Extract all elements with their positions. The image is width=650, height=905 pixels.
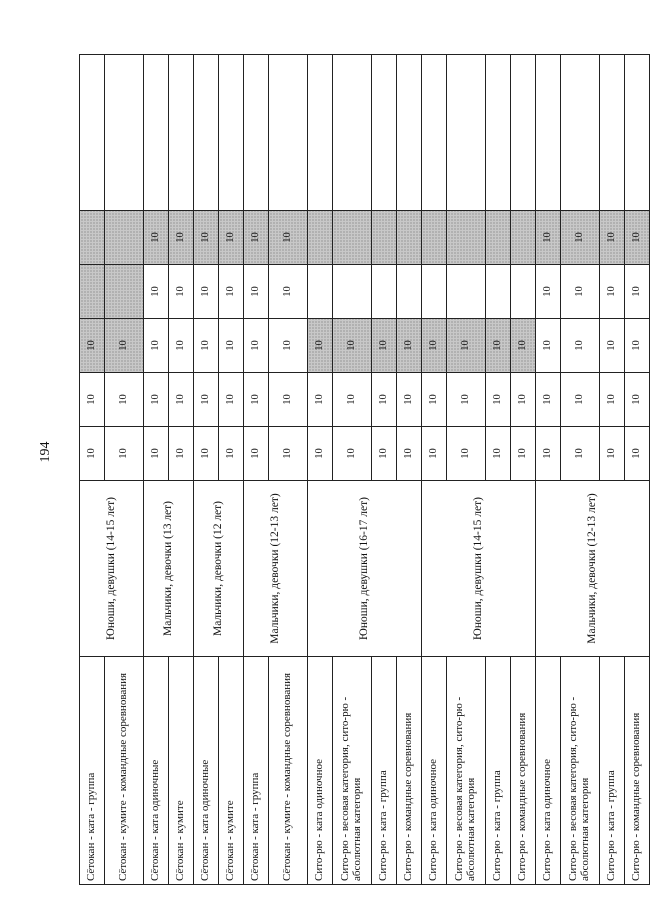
value-cell: 10 [422, 427, 447, 481]
event-cell: Сито-рю - весовая категория, сито-рю - абсолютная категория [447, 657, 486, 885]
age-group-cell: Мальчики, девочки (12 лет) [194, 481, 244, 657]
age-group-cell: Мальчики, девочки (13 лет) [144, 481, 194, 657]
event-cell: Сётокан - кумите [169, 657, 194, 885]
event-cell: Сито-рю - ката - группа [600, 657, 625, 885]
value-cell [511, 211, 536, 265]
value-cell: 10 [308, 319, 333, 373]
value-cell: 10 [486, 319, 511, 373]
table-row [397, 55, 422, 885]
table-row [80, 55, 105, 885]
value-cell [308, 265, 333, 319]
age-group-cell: Юноши, девушки (14-15 лет) [422, 481, 536, 657]
value-cell: 10 [447, 319, 486, 373]
empty-cell [308, 55, 333, 211]
value-cell [422, 265, 447, 319]
value-cell: 10 [244, 427, 269, 481]
value-cell: 10 [80, 373, 105, 427]
empty-cell [486, 55, 511, 211]
value-cell: 10 [244, 265, 269, 319]
value-cell: 10 [372, 427, 397, 481]
table-row [372, 55, 397, 885]
value-cell: 10 [333, 319, 372, 373]
event-cell: Сито-рю - ката одиночное [422, 657, 447, 885]
value-cell: 10 [600, 427, 625, 481]
value-cell: 10 [486, 373, 511, 427]
table-row [486, 55, 511, 885]
value-cell [333, 265, 372, 319]
empty-cell [105, 55, 144, 211]
empty-cell [561, 55, 600, 211]
rotated-table-container [79, 55, 643, 885]
event-cell: Сито-рю - ката - группа [372, 657, 397, 885]
value-cell: 10 [625, 319, 650, 373]
value-cell: 10 [219, 373, 244, 427]
value-cell [105, 211, 144, 265]
event-cell: Сито-рю - ката одиночное [308, 657, 333, 885]
value-cell: 10 [269, 211, 308, 265]
value-cell: 10 [536, 265, 561, 319]
value-cell: 10 [600, 265, 625, 319]
value-cell: 10 [244, 211, 269, 265]
value-cell: 10 [308, 427, 333, 481]
value-cell: 10 [397, 319, 422, 373]
value-cell: 10 [600, 211, 625, 265]
value-cell: 10 [372, 319, 397, 373]
empty-cell [536, 55, 561, 211]
value-cell: 10 [269, 427, 308, 481]
value-cell: 10 [511, 373, 536, 427]
value-cell: 10 [561, 373, 600, 427]
age-group-cell: Мальчики, девочки (12-13 лет) [536, 481, 650, 657]
table-row [269, 55, 308, 885]
value-cell: 10 [269, 373, 308, 427]
value-cell: 10 [536, 319, 561, 373]
page-number: 194 [38, 441, 53, 463]
value-cell: 10 [144, 211, 169, 265]
value-cell: 10 [194, 373, 219, 427]
value-cell: 10 [486, 427, 511, 481]
value-cell: 10 [144, 373, 169, 427]
event-cell: Сито-рю - весовая категория, сито-рю - абсолютная категория [561, 657, 600, 885]
table-row [536, 55, 561, 885]
value-cell: 10 [625, 265, 650, 319]
value-cell: 10 [447, 427, 486, 481]
empty-cell [169, 55, 194, 211]
empty-cell [219, 55, 244, 211]
value-cell: 10 [600, 373, 625, 427]
value-cell [80, 211, 105, 265]
value-cell: 10 [169, 265, 194, 319]
value-cell [447, 265, 486, 319]
value-cell: 10 [561, 427, 600, 481]
table-row [308, 55, 333, 885]
event-cell: Сётокан - ката - группа [244, 657, 269, 885]
value-cell: 10 [536, 211, 561, 265]
value-cell: 10 [169, 427, 194, 481]
value-cell [486, 265, 511, 319]
value-cell: 10 [244, 373, 269, 427]
value-cell: 10 [194, 211, 219, 265]
value-cell: 10 [80, 427, 105, 481]
value-cell: 10 [194, 265, 219, 319]
empty-cell [80, 55, 105, 211]
empty-cell [397, 55, 422, 211]
event-cell: Сито-рю - командные соревнования [625, 657, 650, 885]
value-cell [447, 211, 486, 265]
value-cell [372, 265, 397, 319]
table-row [333, 55, 372, 885]
table-row [169, 55, 194, 885]
empty-cell [244, 55, 269, 211]
value-cell: 10 [422, 319, 447, 373]
empty-cell [422, 55, 447, 211]
empty-cell [625, 55, 650, 211]
empty-cell [269, 55, 308, 211]
value-cell: 10 [447, 373, 486, 427]
event-cell: Сито-рю - командные соревнования [397, 657, 422, 885]
table-row [244, 55, 269, 885]
event-cell: Сётокан - ката - группа [80, 657, 105, 885]
value-cell: 10 [397, 373, 422, 427]
value-cell: 10 [80, 319, 105, 373]
event-cell: Сито-рю - ката одиночное [536, 657, 561, 885]
table-row [511, 55, 536, 885]
events-table [79, 54, 650, 885]
value-cell: 10 [169, 319, 194, 373]
value-cell [372, 211, 397, 265]
value-cell: 10 [219, 265, 244, 319]
value-cell [397, 211, 422, 265]
value-cell: 10 [333, 427, 372, 481]
value-cell [105, 265, 144, 319]
value-cell: 10 [105, 319, 144, 373]
value-cell [80, 265, 105, 319]
event-cell: Сито-рю - командные соревнования [511, 657, 536, 885]
value-cell: 10 [511, 427, 536, 481]
event-cell: Сётокан - кумите [219, 657, 244, 885]
value-cell: 10 [561, 265, 600, 319]
value-cell: 10 [219, 319, 244, 373]
value-cell: 10 [219, 211, 244, 265]
value-cell: 10 [333, 373, 372, 427]
table-row [422, 55, 447, 885]
table-row [144, 55, 169, 885]
value-cell: 10 [561, 211, 600, 265]
age-group-cell: Юноши, девушки (16-17 лет) [308, 481, 422, 657]
event-cell: Сито-рю - весовая категория, сито-рю - абсолютная категория [333, 657, 372, 885]
empty-cell [194, 55, 219, 211]
value-cell: 10 [600, 319, 625, 373]
value-cell [333, 211, 372, 265]
age-group-cell: Юноши, девушки (14-15 лет) [80, 481, 144, 657]
value-cell: 10 [397, 427, 422, 481]
empty-cell [333, 55, 372, 211]
value-cell: 10 [105, 427, 144, 481]
empty-cell [144, 55, 169, 211]
value-cell: 10 [194, 319, 219, 373]
table-row [194, 55, 219, 885]
age-group-cell: Мальчики, девочки (12-13 лет) [244, 481, 308, 657]
value-cell: 10 [561, 319, 600, 373]
value-cell: 10 [269, 265, 308, 319]
value-cell: 10 [244, 319, 269, 373]
value-cell: 10 [625, 427, 650, 481]
value-cell: 10 [144, 319, 169, 373]
value-cell: 10 [269, 319, 308, 373]
value-cell: 10 [422, 373, 447, 427]
value-cell: 10 [511, 319, 536, 373]
event-cell: Сётокан - ката одиночные [194, 657, 219, 885]
value-cell: 10 [105, 373, 144, 427]
table-row [625, 55, 650, 885]
empty-cell [511, 55, 536, 211]
value-cell: 10 [144, 265, 169, 319]
value-cell: 10 [219, 427, 244, 481]
value-cell: 10 [536, 373, 561, 427]
value-cell: 10 [536, 427, 561, 481]
event-cell: Сётокан - кумите - командные соревнования [269, 657, 308, 885]
value-cell: 10 [169, 211, 194, 265]
table-row [447, 55, 486, 885]
table-row [600, 55, 625, 885]
table-row [561, 55, 600, 885]
value-cell [422, 211, 447, 265]
empty-cell [600, 55, 625, 211]
value-cell: 10 [144, 427, 169, 481]
value-cell: 10 [625, 373, 650, 427]
value-cell: 10 [625, 211, 650, 265]
value-cell [308, 211, 333, 265]
empty-cell [447, 55, 486, 211]
empty-cell [372, 55, 397, 211]
event-cell: Сётокан - ката одиночные [144, 657, 169, 885]
table-row [219, 55, 244, 885]
value-cell: 10 [194, 427, 219, 481]
value-cell [511, 265, 536, 319]
value-cell [397, 265, 422, 319]
value-cell: 10 [372, 373, 397, 427]
event-cell: Сётокан - кумите - командные соревнования [105, 657, 144, 885]
table-row [105, 55, 144, 885]
value-cell: 10 [169, 373, 194, 427]
event-cell: Сито-рю - ката - группа [486, 657, 511, 885]
value-cell: 10 [308, 373, 333, 427]
value-cell [486, 211, 511, 265]
